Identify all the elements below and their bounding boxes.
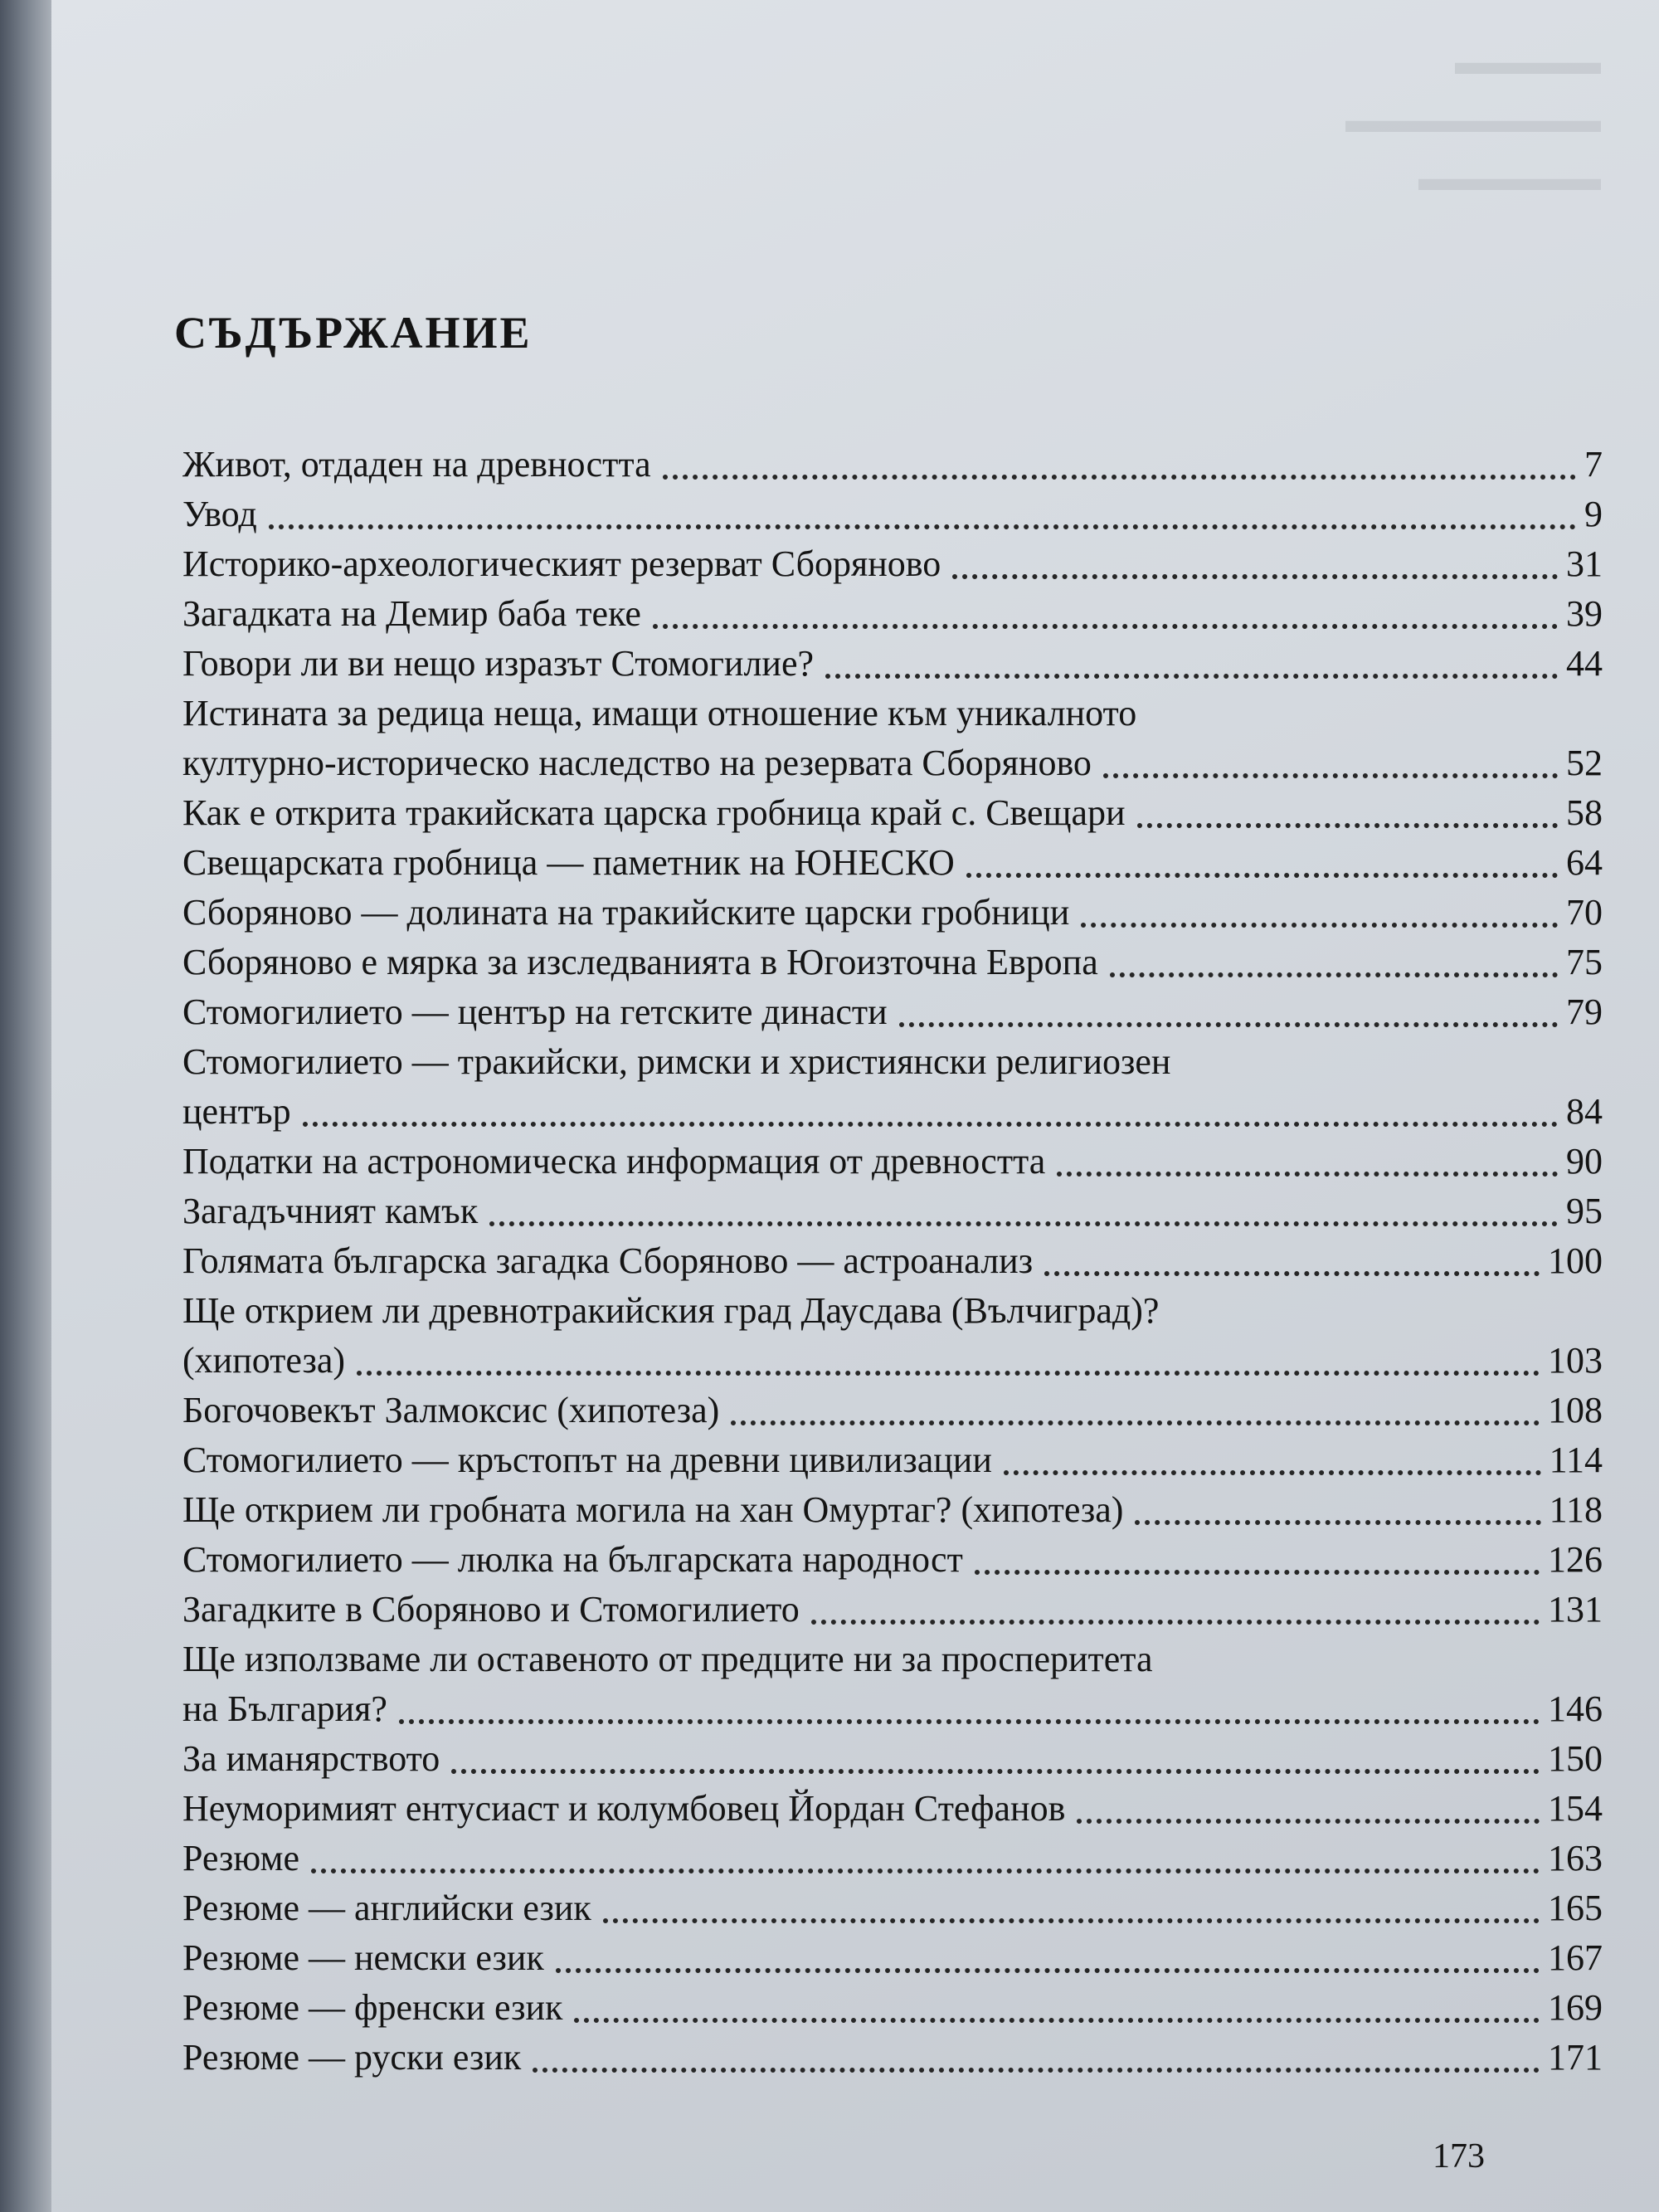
toc-entry-title: За иманярството [182,1738,440,1779]
toc-dot-leader [952,574,1558,579]
toc-entry [182,589,1603,639]
toc-dot-leader [1077,1819,1540,1824]
toc-entry [182,788,1603,838]
toc-dot-leader [556,1968,1540,1973]
toc-entry [182,1386,1603,1435]
toc-entry-title: Податки на астрономическа информация от древността [182,1141,1046,1182]
toc-entry-page: 150 [1548,1738,1603,1779]
toc-dot-leader [1110,972,1558,977]
toc-entry [182,1137,1603,1186]
toc-entry-line [182,1336,1603,1386]
toc-entry-page: 154 [1548,1788,1603,1829]
toc-entry-line-wrap [182,689,1603,738]
toc-entry-title: Ще използваме ли оставеното от предците ни за просперитета [182,1639,1153,1679]
toc-entry-title: (хипотеза) [182,1340,346,1381]
toc-dot-leader [303,1122,1558,1127]
toc-entry [182,1485,1603,1535]
book-spine [0,0,51,2212]
toc-entry-page: 31 [1566,543,1603,584]
toc-entry [182,1784,1603,1834]
toc-entry-line [182,1983,1603,2033]
toc-entry-title: Ще открием ли древнотракийския град Даусдава (Вълчиград)? [182,1290,1160,1331]
book-page [51,0,1659,2212]
toc-entry-page: 126 [1548,1539,1603,1580]
toc-entry-page: 79 [1566,992,1603,1032]
toc-entry-line [182,1236,1603,1286]
toc-entry [182,639,1603,689]
toc-entry-title: Загадките в Сборяново и Стомогилието [182,1589,800,1630]
toc-entry [182,1734,1603,1784]
toc-entry [182,490,1603,539]
toc-entry-page: 146 [1548,1688,1603,1729]
toc-entry-title: център [182,1091,291,1132]
toc-dot-leader [489,1221,1558,1226]
toc-entry-title: Свещарската гробница — паметник на ЮНЕСКО [182,842,955,883]
toc-entry-line [182,1734,1603,1784]
toc-entry-line-wrap [182,1286,1603,1336]
toc-entry [182,1186,1603,1236]
table-of-contents [182,440,1603,2083]
toc-entry-title: Загадъчният камък [182,1191,479,1231]
toc-entry-title: Голямата българска загадка Сборяново — астроанализ [182,1240,1034,1281]
toc-dot-leader [1137,823,1558,828]
toc-entry-page: 52 [1566,743,1603,783]
toc-entry [182,689,1603,788]
toc-entry-line [182,1535,1603,1585]
toc-entry [182,1535,1603,1585]
toc-entry [182,1933,1603,1983]
toc-entry [182,1585,1603,1635]
toc-entry-line [182,1883,1603,1933]
page-number: 173 [1433,2137,1485,2175]
toc-entry-title: Богочовекът Залмоксис (хипотеза) [182,1390,720,1430]
toc-dot-leader [533,2068,1540,2073]
toc-dot-leader [1044,1271,1540,1276]
toc-entry-title: Живот, отдаден на древността [182,444,651,485]
toc-entry-line [182,490,1603,539]
toc-entry-line [182,639,1603,689]
toc-entry-page: 58 [1566,792,1603,833]
toc-entry-title: Сборяново е мярка за изследванията в Югоизточна Европа [182,942,1098,982]
toc-entry [182,888,1603,938]
toc-entry-line [182,1186,1603,1236]
toc-entry-line [182,1435,1603,1485]
toc-entry-title: Резюме — английски език [182,1888,591,1928]
toc-entry-page: 163 [1548,1838,1603,1878]
toc-entry-title: Резюме — френски език [182,1987,563,2028]
toc-entry-page: 100 [1548,1240,1603,1281]
contents-heading: СЪДЪРЖАНИЕ [174,308,533,358]
toc-entry-line [182,440,1603,490]
toc-entry-title: Резюме — немски език [182,1937,544,1978]
toc-entry-line [182,1087,1603,1137]
toc-entry-line [182,2033,1603,2083]
toc-entry-title: Историко-археологическият резерват Сборяново [182,543,941,584]
toc-entry [182,440,1603,490]
toc-dot-leader [269,524,1576,529]
toc-entry-line-wrap [182,1635,1603,1684]
toc-entry-title: културно-историческо наследство на резервата Сборяново [182,743,1092,783]
toc-entry-line [182,1684,1603,1734]
toc-entry-title: Загадката на Демир баба теке [182,593,641,634]
toc-dot-leader [966,873,1558,878]
toc-entry [182,539,1603,589]
toc-entry [182,1037,1603,1137]
toc-entry-page: 44 [1566,643,1603,684]
toc-entry-page: 39 [1566,593,1603,634]
toc-entry-title: на България? [182,1688,387,1729]
toc-entry-title: Резюме — руски език [182,2037,522,2078]
toc-dot-leader [731,1420,1540,1425]
toc-entry-page: 131 [1548,1589,1603,1630]
toc-entry [182,1286,1603,1386]
toc-dot-leader [899,1022,1558,1027]
toc-entry-line [182,1585,1603,1635]
toc-entry [182,938,1603,987]
toc-dot-leader [1057,1172,1558,1177]
toc-entry-title: Истината за редица неща, имащи отношение към уникалното [182,693,1137,733]
toc-dot-leader [825,674,1558,679]
toc-entry [182,1883,1603,1933]
toc-entry [182,1435,1603,1485]
toc-entry [182,1635,1603,1734]
toc-entry-title: Сборяново — долината на тракийските царски гробници [182,892,1070,933]
toc-dot-leader [653,624,1558,629]
toc-dot-leader [663,475,1576,480]
toc-entry-title: Увод [182,494,257,534]
toc-entry-page: 9 [1584,494,1603,534]
toc-entry-line [182,1784,1603,1834]
toc-dot-leader [975,1570,1540,1575]
toc-entry-page: 75 [1566,942,1603,982]
toc-entry-title: Говори ли ви нещо изразът Стомогилие? [182,643,815,684]
toc-entry-title: Как е открита тракийската царска гробница край с. Свещари [182,792,1126,833]
toc-entry-line [182,589,1603,639]
toc-entry-line [182,788,1603,838]
toc-entry [182,1983,1603,2033]
toc-entry-page: 103 [1548,1340,1603,1381]
toc-entry-title: Стомогилието — люлка на българската народност [182,1539,963,1580]
toc-entry-line [182,738,1603,788]
toc-entry-page: 114 [1549,1440,1603,1480]
toc-dot-leader [1004,1470,1541,1475]
toc-entry-line [182,1386,1603,1435]
toc-entry-title: Стомогилието — център на гетските династи [182,992,888,1032]
toc-entry-line-wrap [182,1037,1603,1087]
toc-entry-title: Неуморимият ентусиаст и колумбовец Йордан Стефанов [182,1788,1066,1829]
show-through-text: ▬▬▬▬ ▬▬▬▬▬▬▬ ▬▬▬▬▬ [1345,41,1601,198]
toc-entry-line [182,1834,1603,1883]
toc-entry [182,2033,1603,2083]
toc-entry-page: 165 [1548,1888,1603,1928]
toc-entry-title: Стомогилието — тракийски, римски и християнски религиозен [182,1041,1171,1082]
toc-entry-page: 167 [1548,1937,1603,1978]
toc-entry-line [182,1933,1603,1983]
toc-entry-page: 84 [1566,1091,1603,1132]
toc-entry-title: Резюме [182,1838,300,1878]
toc-dot-leader [399,1719,1540,1724]
toc-entry-page: 70 [1566,892,1603,933]
toc-dot-leader [1081,923,1558,928]
toc-entry-line [182,838,1603,888]
toc-entry-title: Стомогилието — кръстопът на древни цивилизации [182,1440,992,1480]
toc-dot-leader [357,1371,1540,1376]
toc-entry [182,987,1603,1037]
toc-entry-line [182,888,1603,938]
toc-entry [182,838,1603,888]
toc-entry-line [182,1485,1603,1535]
toc-entry-line [182,1137,1603,1186]
toc-entry-page: 95 [1566,1191,1603,1231]
toc-entry-title: Ще открием ли гробната могила на хан Омуртаг? (хипотеза) [182,1489,1124,1530]
toc-dot-leader [451,1769,1540,1774]
toc-entry-page: 108 [1548,1390,1603,1430]
toc-entry-page: 169 [1548,1987,1603,2028]
toc-entry-page: 7 [1584,444,1603,485]
toc-entry-page: 90 [1566,1141,1603,1182]
toc-entry [182,1236,1603,1286]
toc-dot-leader [311,1869,1540,1873]
toc-entry-line [182,938,1603,987]
toc-entry-page: 171 [1548,2037,1603,2078]
toc-dot-leader [1135,1520,1540,1525]
toc-entry-page: 64 [1566,842,1603,883]
toc-dot-leader [811,1620,1540,1625]
toc-dot-leader [603,1918,1540,1923]
toc-entry [182,1834,1603,1883]
toc-dot-leader [574,2018,1540,2023]
toc-entry-line [182,987,1603,1037]
toc-dot-leader [1103,773,1558,778]
toc-entry-page: 118 [1549,1489,1603,1530]
toc-entry-line [182,539,1603,589]
